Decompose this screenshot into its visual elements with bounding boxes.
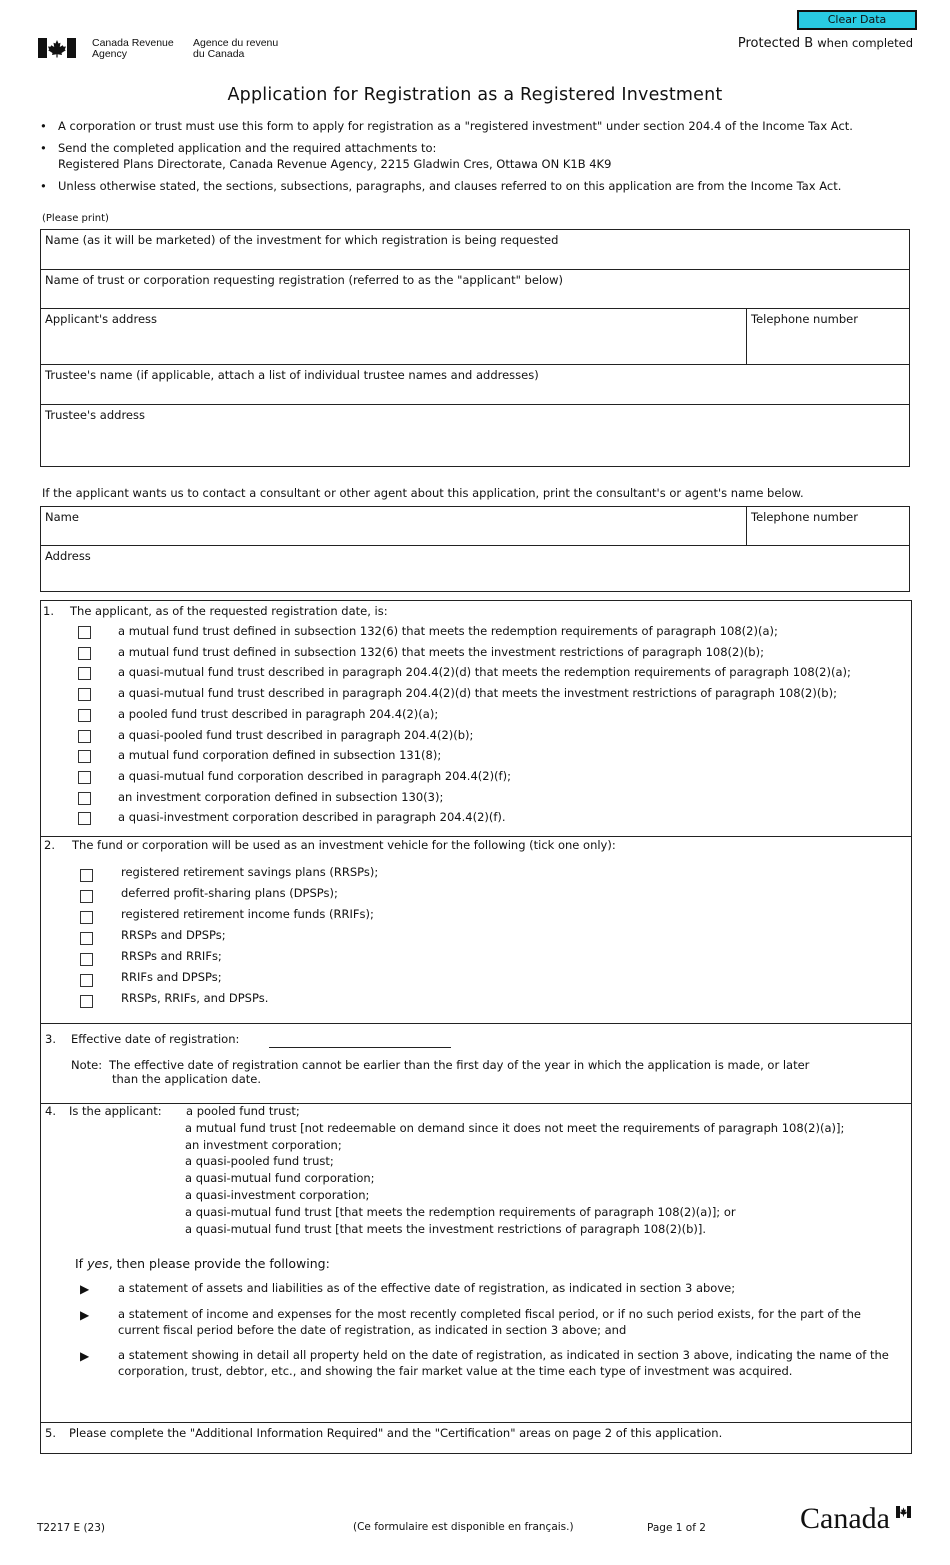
section-divider [40, 1422, 912, 1423]
canada-wordmark: Canada [800, 1502, 890, 1535]
section1-option-label: a mutual fund trust defined in subsection 132(6) that meets the investment restrictions of paragraph 108(2)(b); [118, 644, 764, 659]
section-divider [40, 836, 912, 837]
section4-option-label: a quasi-mutual fund trust [that meets the investment restrictions of paragraph 108(2)(b)]. [185, 1221, 707, 1236]
section3-note-line1: The effective date of registration cannot be earlier than the first day of the year in which the application is made, or later [109, 1058, 810, 1072]
page-title: Application for Registration as a Registered Investment [227, 85, 723, 105]
section1-option-checkbox[interactable] [78, 688, 91, 701]
section2-option-label: registered retirement savings plans (RRSPs); [121, 865, 379, 879]
section-divider [40, 1103, 912, 1104]
applicant-name-label: Name of trust or corporation requesting registration (referred to as the "applicant" below) [45, 273, 564, 287]
consultant-telephone-label: Telephone number [751, 510, 858, 524]
section4-option-label: a mutual fund trust [not redeemable on demand since it does not meet the requirements of paragraph 108(2)(a)]; [185, 1120, 845, 1135]
section2-option-checkbox[interactable] [80, 890, 93, 903]
section4-option-label: a quasi-mutual fund corporation; [185, 1171, 375, 1186]
investment-name-field[interactable] [41, 230, 909, 270]
french-availability: (Ce formulaire est disponible en français.) [353, 1521, 574, 1533]
intro-bullet: • A corporation or trust must use this form to apply for registration as a "registered investment" under section 204.4 of the Income Tax Act. [40, 118, 920, 134]
section1-option-checkbox[interactable] [78, 792, 91, 805]
section5-number: 5. [45, 1426, 56, 1440]
consultant-address-field[interactable] [41, 546, 909, 591]
section1-option-checkbox[interactable] [78, 750, 91, 763]
intro-bullet [40, 140, 920, 172]
section2-option-label: RRSPs and RRIFs; [121, 949, 222, 963]
section5-text: Please complete the "Additional Information Required" and the "Certification" areas on page 2 of this application. [69, 1426, 723, 1440]
section2-option-checkbox[interactable] [80, 911, 93, 924]
page-number: Page 1 of 2 [647, 1522, 706, 1534]
wordmark-flag-icon [896, 1506, 911, 1518]
applicant-address-field[interactable] [41, 309, 747, 365]
section2-option-label: RRSPs, RRIFs, and DPSPs. [121, 991, 269, 1005]
section4-heading: Is the applicant: [69, 1104, 162, 1118]
consultant-telephone-field[interactable] [747, 507, 909, 546]
section-divider [40, 1023, 912, 1024]
applicant-address-label: Applicant's address [45, 312, 158, 326]
consultant-name-field[interactable] [41, 507, 747, 546]
section1-option-checkbox[interactable] [78, 626, 91, 639]
section1-option-checkbox[interactable] [78, 667, 91, 680]
section1-option-checkbox[interactable] [78, 812, 91, 825]
bullet-arrow-icon: ▶ [80, 1349, 90, 1363]
clear-data-button[interactable]: Clear Data [797, 10, 917, 30]
section4-option-label: a pooled fund trust; [186, 1104, 300, 1118]
section4-option-label: an investment corporation; [185, 1137, 342, 1152]
agency-fr-line1: Agence du revenu [193, 37, 279, 49]
section1-heading: The applicant, as of the requested registration date, is: [70, 604, 388, 618]
agency-fr-line2: du Canada [193, 48, 245, 60]
requirement-line1: a statement of assets and liabilities as of the effective date of registration, as indicated in section 3 above; [118, 1281, 736, 1295]
section2-option-checkbox[interactable] [80, 974, 93, 987]
protected-label [738, 36, 913, 51]
consultant-box [40, 506, 910, 592]
bullet-arrow-icon: ▶ [80, 1282, 90, 1296]
consultant-name-label: Name [45, 510, 79, 524]
if-yes-text [75, 1256, 330, 1271]
form-id: T2217 E (23) [37, 1522, 105, 1534]
section1-option-label: a quasi-mutual fund corporation described in paragraph 204.4(2)(f); [118, 768, 511, 783]
agency-en-line1: Canada Revenue [92, 37, 174, 49]
investment-name-label: Name (as it will be marketed) of the investment for which registration is being requested [45, 233, 559, 247]
section2-option-label: registered retirement income funds (RRIFs); [121, 907, 374, 921]
applicant-telephone-label: Telephone number [751, 312, 858, 326]
section1-option-checkbox[interactable] [78, 647, 91, 660]
section1-option-checkbox[interactable] [78, 730, 91, 743]
trustee-address-label: Trustee's address [45, 408, 145, 422]
section4-option-label: a quasi-mutual fund trust [that meets the redemption requirements of paragraph 108(2)(a)]; or [185, 1204, 736, 1219]
section3-number: 3. [45, 1032, 56, 1046]
section2-option-checkbox[interactable] [80, 932, 93, 945]
section2-option-label: RRSPs and DPSPs; [121, 928, 226, 942]
protected-text: Protected B [737, 36, 814, 51]
applicant-name-field[interactable] [41, 270, 909, 309]
agency-name-en [92, 38, 174, 60]
section1-number: 1. [43, 604, 54, 618]
applicant-telephone-field[interactable] [747, 309, 909, 365]
intro-bullets [40, 118, 920, 200]
section3-note-label: Note: [71, 1058, 103, 1072]
trustee-name-label: Trustee's name (if applicable, attach a list of individual trustee names and addresses) [45, 368, 539, 382]
section3-note-line2: than the application date. [112, 1072, 261, 1086]
section2-number: 2. [44, 838, 55, 852]
section1-option-label: an investment corporation defined in subsection 130(3); [118, 789, 444, 804]
please-print-label: (Please print) [42, 213, 109, 224]
section1-option-label: a quasi-mutual fund trust described in paragraph 204.4(2)(d) that meets the investment restrictions of paragraph 108(2)(b); [118, 686, 837, 701]
requirement-line1: a statement showing in detail all property held on the date of registration, as indicated in section 3 above, indicating the name of the [118, 1348, 889, 1362]
if-yes-pre: If [75, 1256, 84, 1271]
section4-number: 4. [45, 1104, 56, 1118]
section1-option-checkbox[interactable] [78, 709, 91, 722]
bullet-arrow-icon: ▶ [80, 1308, 90, 1322]
section1-option-label: a quasi-pooled fund trust described in paragraph 204.4(2)(b); [118, 727, 474, 742]
agency-name-fr [193, 38, 278, 60]
section1-option-label: a quasi-mutual fund trust described in paragraph 204.4(2)(d) that meets the redemption requirements of paragraph 108(2)(a); [118, 665, 851, 680]
intro-bullet: • Unless otherwise stated, the sections, subsections, paragraphs, and clauses referred to on this application are from the Income Tax Act. [40, 178, 920, 194]
intro-bullet-text: • Send the completed application and the required attachments to: [58, 141, 437, 155]
section1-option-label: a mutual fund corporation defined in subsection 131(8); [118, 748, 442, 763]
protected-suffix: when completed [817, 36, 913, 50]
section3-heading: Effective date of registration: [71, 1032, 240, 1046]
section2-heading: The fund or corporation will be used as an investment vehicle for the following (tick one only): [72, 838, 616, 852]
consultant-intro: If the applicant wants us to contact a consultant or other agent about this application, print the consultant's or agent's name below. [42, 486, 804, 500]
section1-option-label: a quasi-investment corporation described in paragraph 204.4(2)(f). [118, 810, 506, 825]
consultant-address-label: Address [45, 549, 91, 563]
requirement-line2: corporation, trust, debtor, etc., and showing the fair market value at the time each type of investment was acquired. [118, 1364, 793, 1378]
section2-option-checkbox[interactable] [80, 953, 93, 966]
requirement-line2: current fiscal period before the date of registration, as indicated in section 3 above; and [118, 1323, 627, 1337]
section1-option-label: a pooled fund trust described in paragraph 204.4(2)(a); [118, 706, 439, 721]
requirement-line1: a statement of income and expenses for the most recently completed fiscal period, or if no such period exists, for the part of the [118, 1307, 861, 1321]
canada-flag-icon [38, 38, 76, 58]
section4-option-label: a quasi-pooled fund trust; [185, 1154, 334, 1169]
applicant-info-box [40, 229, 910, 467]
section2-option-label: RRIFs and DPSPs; [121, 970, 222, 984]
intro-bullet-address: Registered Plans Directorate, Canada Revenue Agency, 2215 Gladwin Cres, Ottawa ON K1B 4K9 [58, 157, 612, 171]
section4-option-label: a quasi-investment corporation; [185, 1188, 370, 1202]
section2-option-checkbox[interactable] [80, 995, 93, 1008]
section1-option-checkbox[interactable] [78, 771, 91, 784]
if-yes-post: , then please provide the following: [108, 1256, 330, 1271]
if-yes-em: yes [87, 1256, 109, 1271]
trustee-address-field[interactable] [41, 405, 909, 466]
agency-en-line2: Agency [92, 48, 128, 60]
section2-option-checkbox[interactable] [80, 869, 93, 882]
trustee-name-field[interactable] [41, 365, 909, 405]
effective-date-input[interactable] [269, 1046, 451, 1048]
section1-option-label: a mutual fund trust defined in subsection 132(6) that meets the redemption requirements of paragraph 108(2)(a); [118, 624, 778, 638]
section2-option-label: deferred profit-sharing plans (DPSPs); [121, 886, 338, 900]
